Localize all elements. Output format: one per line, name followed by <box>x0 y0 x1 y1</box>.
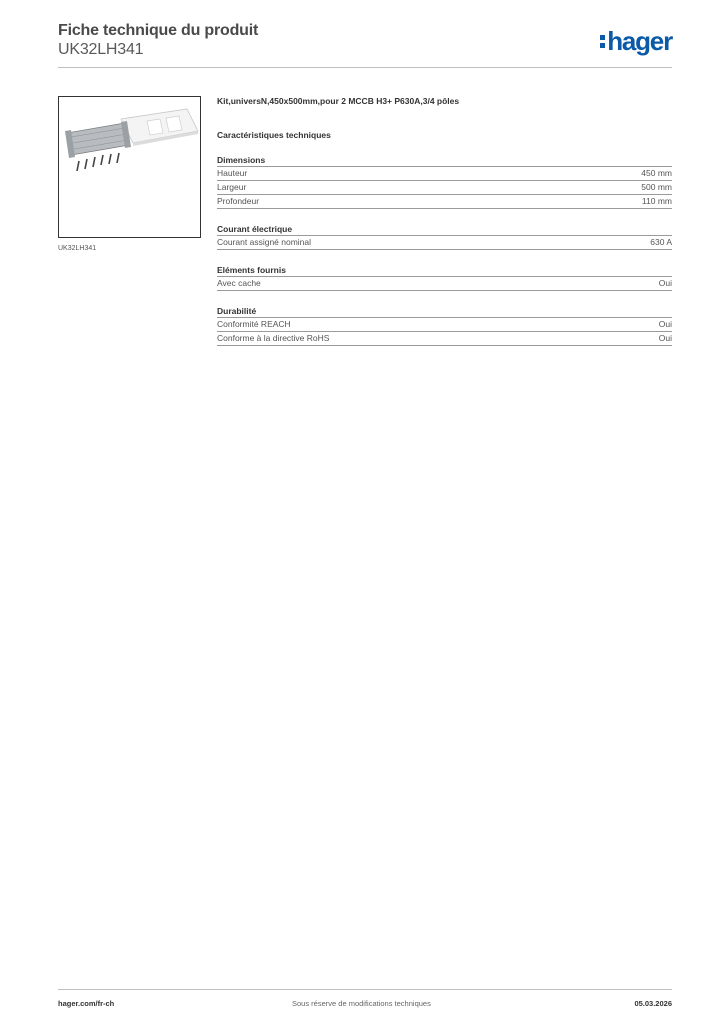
spec-group-title: Durabilité <box>217 305 672 318</box>
spec-group-title: Eléments fournis <box>217 264 672 277</box>
spec-label: Conforme à la directive RoHS <box>217 333 330 343</box>
spec-label: Hauteur <box>217 168 248 178</box>
spec-group-electrical <box>217 223 672 250</box>
spec-value: 500 mm <box>641 182 672 192</box>
spec-group-title: Dimensions <box>217 154 672 167</box>
hager-logo <box>600 28 672 54</box>
spec-row <box>217 167 672 181</box>
spec-group-supplied <box>217 264 672 291</box>
spec-value: Oui <box>658 278 672 288</box>
document-title: Fiche technique du produit <box>58 22 259 39</box>
logo-dots-icon <box>600 28 607 46</box>
page-footer <box>58 989 672 1009</box>
spec-value: Oui <box>658 333 672 343</box>
spec-row <box>217 195 672 209</box>
spec-value: Oui <box>658 319 672 329</box>
spec-label: Largeur <box>217 182 247 192</box>
specs-title: Caractéristiques techniques <box>217 130 331 140</box>
footer-disclaimer: Sous réserve de modifications techniques <box>292 999 431 1008</box>
page-header <box>58 22 672 68</box>
spec-row <box>217 318 672 332</box>
spec-group-title: Courant électrique <box>217 223 672 236</box>
spec-label: Courant assigné nominal <box>217 237 312 247</box>
spec-value: 630 A <box>650 237 672 247</box>
image-caption: UK32LH341 <box>58 245 97 252</box>
product-kit-illustration <box>59 97 200 237</box>
spec-value: 450 mm <box>641 168 672 178</box>
footer-website-link[interactable]: hager.com/fr-ch <box>58 999 115 1008</box>
spec-label: Conformité REACH <box>217 319 291 329</box>
spec-group-sustainability <box>217 305 672 346</box>
spec-row <box>217 332 672 346</box>
spec-value: 110 mm <box>641 196 672 206</box>
spec-row <box>217 277 672 291</box>
product-content <box>217 96 672 346</box>
product-reference: UK32LH341 <box>58 41 144 58</box>
spec-label: Avec cache <box>217 278 261 288</box>
logo-text: hager <box>607 26 672 56</box>
spec-label: Profondeur <box>217 196 260 206</box>
product-image <box>58 96 201 238</box>
footer-date: 05.03.2026 <box>634 999 672 1008</box>
product-description: Kit,universN,450x500mm,pour 2 MCCB H3+ P630A,3/4 pôles <box>217 96 460 106</box>
spec-row <box>217 236 672 250</box>
spec-row <box>217 181 672 195</box>
spec-group-dimensions <box>217 154 672 209</box>
